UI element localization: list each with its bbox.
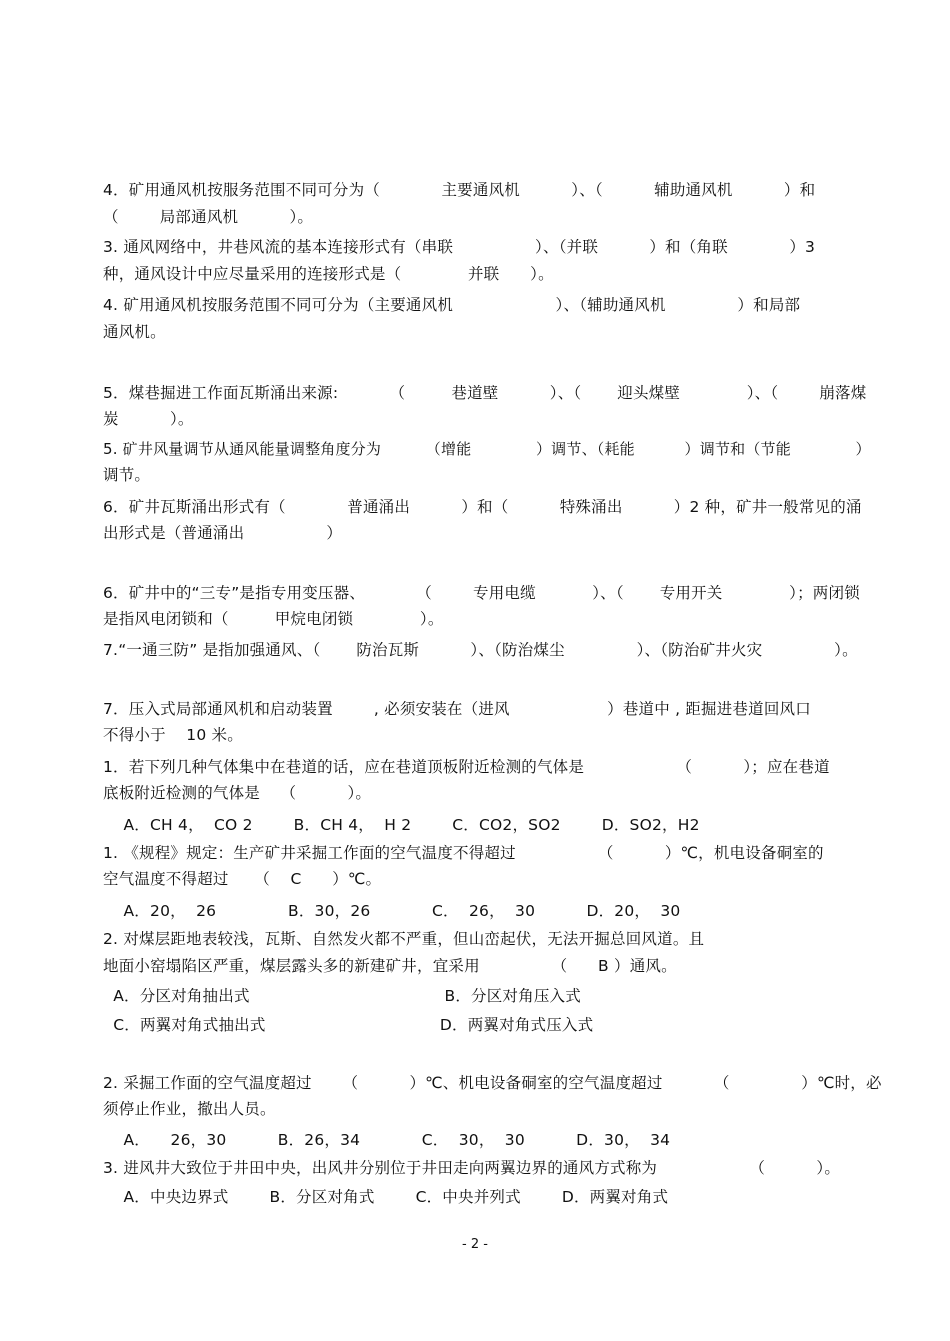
text-line: 2. 采掘工作面的空气温度超过 （ ）℃、机电设备硐室的空气温度超过 （ ）℃时，必 bbox=[103, 1074, 882, 1092]
text-line: 通风机。 bbox=[103, 323, 166, 341]
text-line: 须停止作业，撤出人员。 bbox=[103, 1100, 276, 1118]
answer-options: C．两翼对角式抽出式 D．两翼对角式压入式 bbox=[103, 1016, 594, 1034]
text-line: 地面小窑塌陷区严重，煤层露头多的新建矿井，宜采用 （ B ）通风。 bbox=[103, 957, 677, 975]
text-line: 3. 进风井大致位于井田中央，出风井分别位于井田走向两翼边界的通风方式称为 （ ）。 bbox=[103, 1159, 841, 1177]
answer-options: A． 26，30 B．26，34 C． 30， 30 D．30， 34 bbox=[103, 1131, 671, 1149]
answer-options: A．分区对角抽出式 B．分区对角压入式 bbox=[103, 987, 581, 1005]
text-line: 种，通风设计中应尽量采用的连接形式是（ 并联 ）。 bbox=[103, 265, 554, 283]
text-line: 6．矿井瓦斯涌出形式有（ 普通涌出 ）和（ 特殊涌出 ）2 种，矿井一般常见的涌 bbox=[103, 498, 862, 516]
text-line: 底板附近检测的气体是 （ ）。 bbox=[103, 784, 372, 802]
text-line: 调节。 bbox=[103, 466, 151, 484]
text-line: 炭 ）。 bbox=[103, 410, 194, 428]
text-line: 出形式是（普通涌出 ） bbox=[103, 524, 343, 542]
text-line: 1. 《规程》规定：生产矿井采掘工作面的空气温度不得超过 （ ）℃，机电设备硐室的 bbox=[103, 844, 824, 862]
text-line: 不得小于 10 米。 bbox=[103, 726, 243, 744]
answer-options: A．20， 26 B．30，26 C． 26， 30 D．20， 30 bbox=[103, 902, 681, 920]
page-number: - 2 - bbox=[462, 1237, 488, 1252]
text-line: 7.“一通三防” 是指加强通风、（ 防治瓦斯 ）、（防治煤尘 ）、（防治矿井火灾 ）。 bbox=[103, 641, 858, 659]
text-line: 3. 通风网络中，井巷风流的基本连接形式有（串联 ）、（并联 ）和（角联 ）3 bbox=[103, 238, 816, 256]
text-line: 5. 矿井风量调节从通风能量调整角度分为 （增能 ）调节、（耗能 ）调节和（节能 ） bbox=[103, 440, 871, 458]
text-line: （ 局部通风机 ）。 bbox=[103, 208, 314, 226]
text-line: 是指风电闭锁和（ 甲烷电闭锁 ）。 bbox=[103, 610, 444, 628]
text-line: 5．煤巷掘进工作面瓦斯涌出来源: （ 巷道壁 ）、（ 迎头煤壁 ）、（ 崩落煤 bbox=[103, 384, 867, 402]
text-line: 空气温度不得超过 （ C ）℃。 bbox=[103, 870, 382, 888]
text-line: 6．矿井中的“三专”是指专用变压器、 （ 专用电缆 ）、（ 专用开关 ）；两闭锁 bbox=[103, 584, 860, 602]
text-line: 4. 矿用通风机按服务范围不同可分为（主要通风机 ）、（辅助通风机 ）和局部 bbox=[103, 296, 801, 314]
text-line: 1．若下列几种气体集中在巷道的话，应在巷道顶板附近检测的气体是 （ ）；应在巷道 bbox=[103, 758, 830, 776]
text-line: 7．压入式局部通风机和启动装置 , 必须安装在（进风 ）巷道中 , 距掘进巷道回风口 bbox=[103, 700, 811, 718]
text-line: 4．矿用通风机按服务范围不同可分为（ 主要通风机 ）、（ 辅助通风机 ）和 bbox=[103, 181, 816, 199]
answer-options: A．CH 4， CO 2 B．CH 4， H 2 C．CO2，SO2 D．SO2，H2 bbox=[103, 816, 700, 834]
text-line: 2. 对煤层距地表较浅，瓦斯、自然发火都不严重，但山峦起伏，无法开掘总回风道。且 bbox=[103, 930, 705, 948]
answer-options: A．中央边界式 B．分区对角式 C．中央并列式 D．两翼对角式 bbox=[103, 1188, 669, 1206]
